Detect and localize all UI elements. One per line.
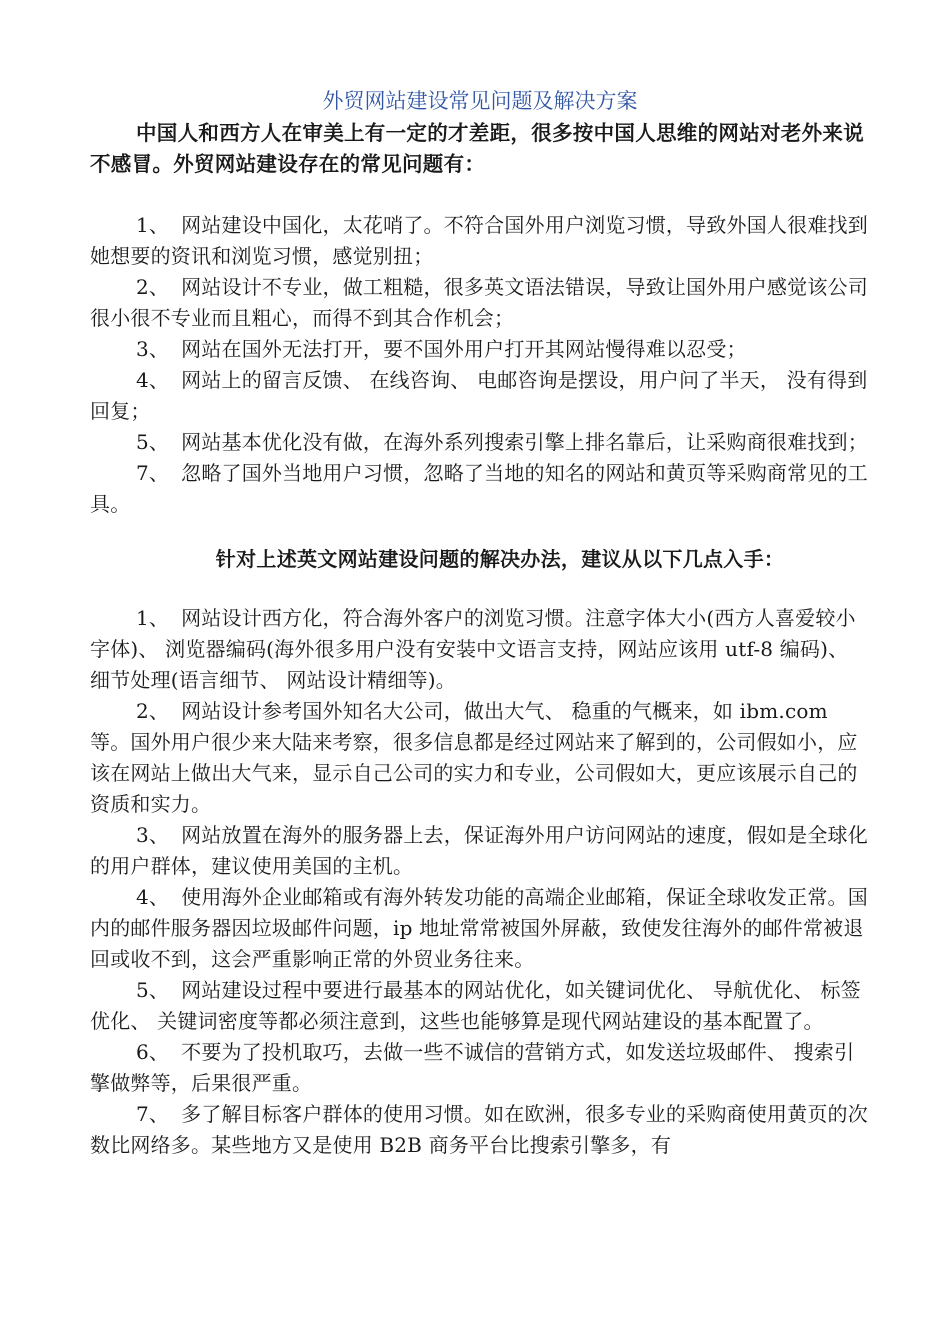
- list-item: [90, 272, 870, 334]
- item-text: 网站上的留言反馈、 在线咨询、 电邮咨询是摆设，用户问了半天， 没有得到回复；: [90, 368, 868, 423]
- item-number: 1、: [136, 213, 170, 237]
- item-number: 4、: [136, 368, 170, 392]
- item-number: 5、: [136, 430, 170, 454]
- solutions-list: [90, 603, 870, 1161]
- list-item: [90, 882, 870, 975]
- list-item: [90, 365, 870, 427]
- item-number: 4、: [136, 885, 170, 909]
- item-text: 网站在国外无法打开，要不国外用户打开其网站慢得难以忍受；: [181, 337, 747, 361]
- item-text: 使用海外企业邮箱或有海外转发功能的高端企业邮箱，保证全球收发正常。国内的邮件服务器因垃圾邮件问题，ip 地址常常被国外屏蔽，致使发往海外的邮件常被退回或收不到，这会严重影响正常的外贸业务往来。: [90, 885, 868, 971]
- list-item: [90, 458, 870, 520]
- list-item: [90, 1037, 870, 1099]
- list-item: [90, 1099, 870, 1161]
- item-text: 不要为了投机取巧，去做一些不诚信的营销方式，如发送垃圾邮件、 搜索引擎做弊等，后果很严重。: [90, 1040, 855, 1095]
- document-title: 外贸网站建设常见问题及解决方案: [322, 89, 638, 113]
- problems-list: [90, 210, 870, 520]
- list-item: [90, 427, 870, 458]
- item-number: 5、: [136, 978, 170, 1002]
- item-number: 7、: [136, 1102, 170, 1126]
- item-text: 网站设计不专业，做工粗糙，很多英文语法错误，导致让国外用户感觉该公司很小很不专业而且粗心，而得不到其合作机会；: [90, 275, 868, 330]
- item-text: 网站建设中国化，太花哨了。不符合国外用户浏览习惯，导致外国人很难找到她想要的资讯和浏览习惯，感觉别扭；: [90, 213, 868, 268]
- intro-paragraph: 中国人和西方人在审美上有一定的才差距，很多按中国人思维的网站对老外来说不感冒。外贸网站建设存在的常见问题有：: [90, 121, 864, 176]
- item-text: 网站设计参考国外知名大公司，做出大气、 稳重的气概来，如 ibm.com 等。国外用户很少来大陆来考察，很多信息都是经过网站来了解到的，公司假如小，应该在网站上做出大气来，显示自己公司的实力和专业，公司假如大，更应该展示自己的资质和实力。: [90, 699, 858, 816]
- item-text: 网站基本优化没有做，在海外系列搜索引擎上排名靠后，让采购商很难找到；: [181, 430, 868, 454]
- item-text: 网站设计西方化，符合海外客户的浏览习惯。注意字体大小(西方人喜爱较小字体)、 浏览器编码(海外很多用户没有安装中文语言支持，网站应该用 utf-8 编码)、 细节处理(语言细节、 网站设计精细等)。: [90, 606, 856, 692]
- solutions-heading: 针对上述英文网站建设问题的解决办法，建议从以下几点入手：: [215, 547, 785, 571]
- item-text: 网站放置在海外的服务器上去，保证海外用户访问网站的速度，假如是全球化的用户群体，建议使用美国的主机。: [90, 823, 868, 878]
- list-item: [90, 334, 870, 365]
- list-item: [90, 696, 870, 820]
- document-page: [90, 84, 870, 1161]
- item-number: 1、: [136, 606, 170, 630]
- item-text: 网站建设过程中要进行最基本的网站优化，如关键词优化、 导航优化、 标签优化、 关键词密度等都必须注意到，这些也能够算是现代网站建设的基本配置了。: [90, 978, 861, 1033]
- list-item: [90, 603, 870, 696]
- item-number: 3、: [136, 823, 170, 847]
- list-item: [90, 975, 870, 1037]
- item-text: 多了解目标客户群体的使用习惯。如在欧洲，很多专业的采购商使用黄页的次数比网络多。某些地方又是使用 B2B 商务平台比搜索引擎多，有: [90, 1102, 868, 1157]
- item-number: 2、: [136, 699, 170, 723]
- list-item: [90, 210, 870, 272]
- item-number: 2、: [136, 275, 170, 299]
- item-number: 6、: [136, 1040, 170, 1064]
- list-item: [90, 820, 870, 882]
- item-number: 7、: [136, 461, 170, 485]
- item-text: 忽略了国外当地用户习惯，忽略了当地的知名的网站和黄页等采购商常见的工具。: [90, 461, 868, 516]
- item-number: 3、: [136, 337, 170, 361]
